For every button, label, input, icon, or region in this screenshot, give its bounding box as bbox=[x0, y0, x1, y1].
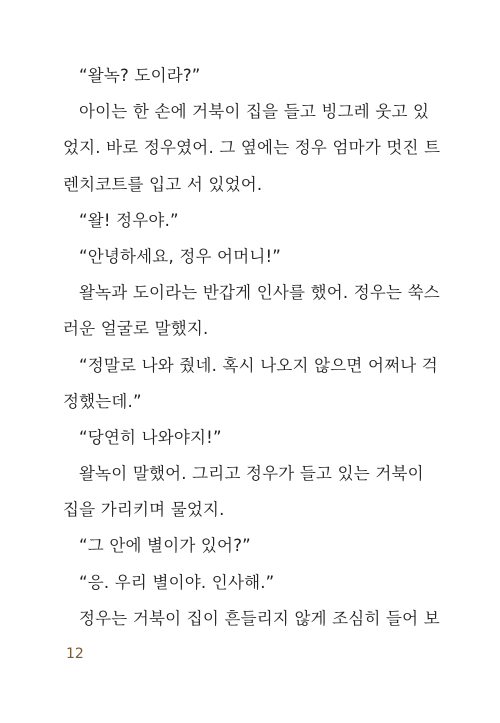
text-line: 었지. 바로 정우였어. 그 옆에는 정우 엄마가 멋진 트 bbox=[63, 138, 441, 158]
text-line: “정말로 나와 줬네. 혹시 나오지 않으면 어쩌나 걱 bbox=[79, 355, 438, 375]
text-line: 정우는 거북이 집이 흔들리지 않게 조심히 들어 보 bbox=[79, 608, 440, 628]
text-line: 왈녹과 도이라는 반갑게 인사를 했어. 정우는 쑥스 bbox=[79, 283, 440, 303]
text-line: 렌치코트를 입고 서 있었어. bbox=[63, 174, 263, 194]
text-line: “왈녹? 도이라?” bbox=[79, 66, 201, 85]
text-line: 정했는데.” bbox=[63, 391, 142, 411]
text-line: 아이는 한 손에 거북이 집을 들고 빙그레 웃고 있 bbox=[79, 102, 430, 122]
text-line: “그 안에 별이가 있어?” bbox=[79, 536, 251, 556]
text-line: “응. 우리 별이야. 인사해.” bbox=[79, 572, 275, 592]
body-text bbox=[63, 58, 441, 637]
text-line: 왈녹이 말했어. 그리고 정우가 들고 있는 거북이 bbox=[79, 464, 424, 484]
text-line: “당연히 나와야지!” bbox=[79, 427, 222, 447]
page-number: 12 bbox=[66, 646, 84, 662]
text-line: 집을 가리키며 물었지. bbox=[63, 500, 225, 520]
text-line: “왈! 정우야.” bbox=[79, 210, 179, 230]
text-line: 러운 얼굴로 말했지. bbox=[63, 319, 209, 339]
text-line: “안녕하세요, 정우 어머니!” bbox=[79, 246, 282, 266]
